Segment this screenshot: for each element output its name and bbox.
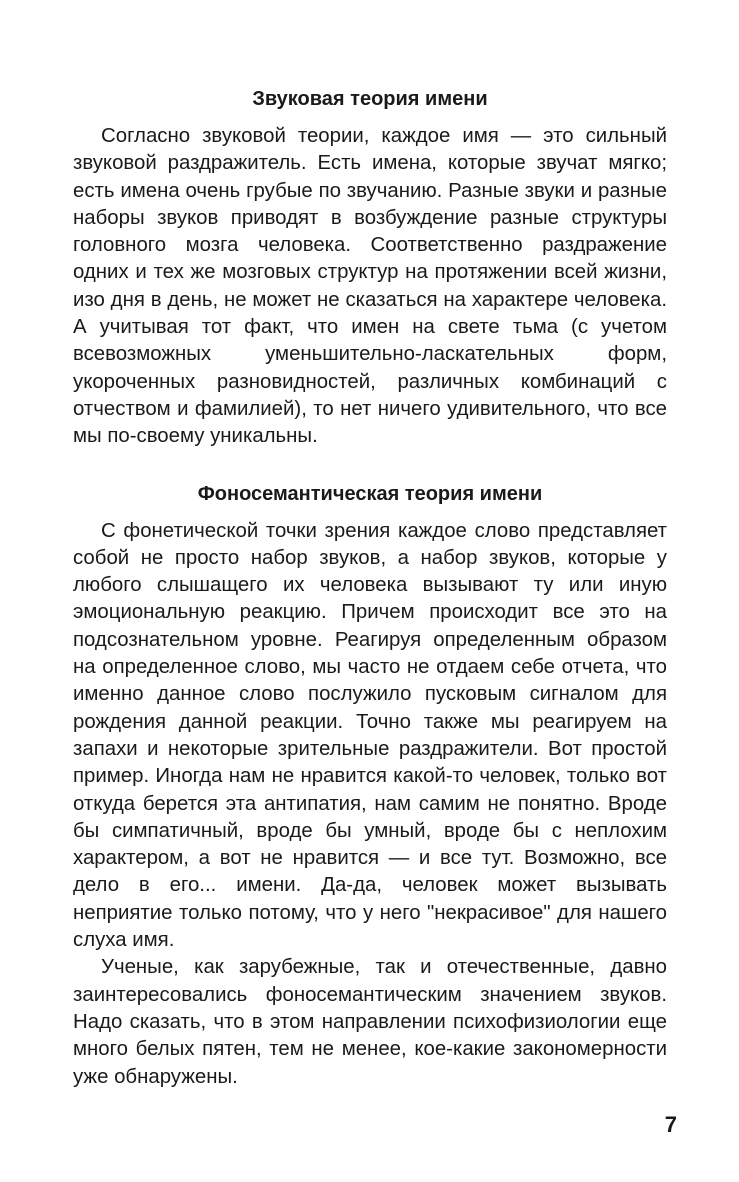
page-content [73, 82, 667, 1091]
section-title-sound-theory: Звуковая теория имени [252, 88, 488, 110]
section-title-phonosemantic-theory: Фоносемантическая теория имени [197, 482, 543, 505]
paragraph-phonosemantic-1: С фонетической точки зрения каждое слово представляет собой не просто набор звуков, а набор звуков, которые у любого слышащего их человека вызывают ту или иную эмоциональную реакцию. Причем происходит все это на подсознательном уровне. Реагируя определенным образом на определенное слово, мы часто не отдаем себе отчета, что именно данное слово послужило пусковым сигналом для рождения данной реакции. Точно также мы реагируем на запахи и некоторые зрительные раздражители. Вот простой пример. Иногда нам не нравится какой-то человек, только вот откуда берется эта антипатия, нам самим не понятно. Вроде бы симпатичный, вроде бы умный, вроде бы с неплохим характером, а вот не нравится — и все тут. Возможно, все дело в его... имени. Да-да, человек может вызывать неприятие только потому, что у него "некрасивое" для нашего слуха имя. [73, 519, 667, 952]
paragraph-phonosemantic-2: Ученые, как зарубежные, так и отечественные, давно заинтересовались фоносемантическим значением звуков. Надо сказать, что в этом направлении психофизиологии еще много белых пятен, тем не менее, кое-какие закономерности уже обнаружены. [73, 956, 667, 1088]
page-number: 7 [664, 1112, 677, 1137]
paragraph-sound-theory: Согласно звуковой теории, каждое имя — это сильный звуковой раздражитель. Есть имена, которые звучат мягко; есть имена очень грубые по звучанию. Разные звуки и разные наборы звуков приводят в возбуждение разные структуры головного мозга человека. Соответственно раздражение одних и тех же мозговых структур на протяжении всей жизни, изо дня в день, не может не сказаться на характере человека. А учитывая тот факт, что имен на свете тьма (с учетом всевозможных уменьшительно-ласкательных форм, укороченных разновидностей, различных комбинаций с отчеством и фамилией), то нет ничего удивительного, что все мы по-своему уникальны. [73, 125, 667, 448]
